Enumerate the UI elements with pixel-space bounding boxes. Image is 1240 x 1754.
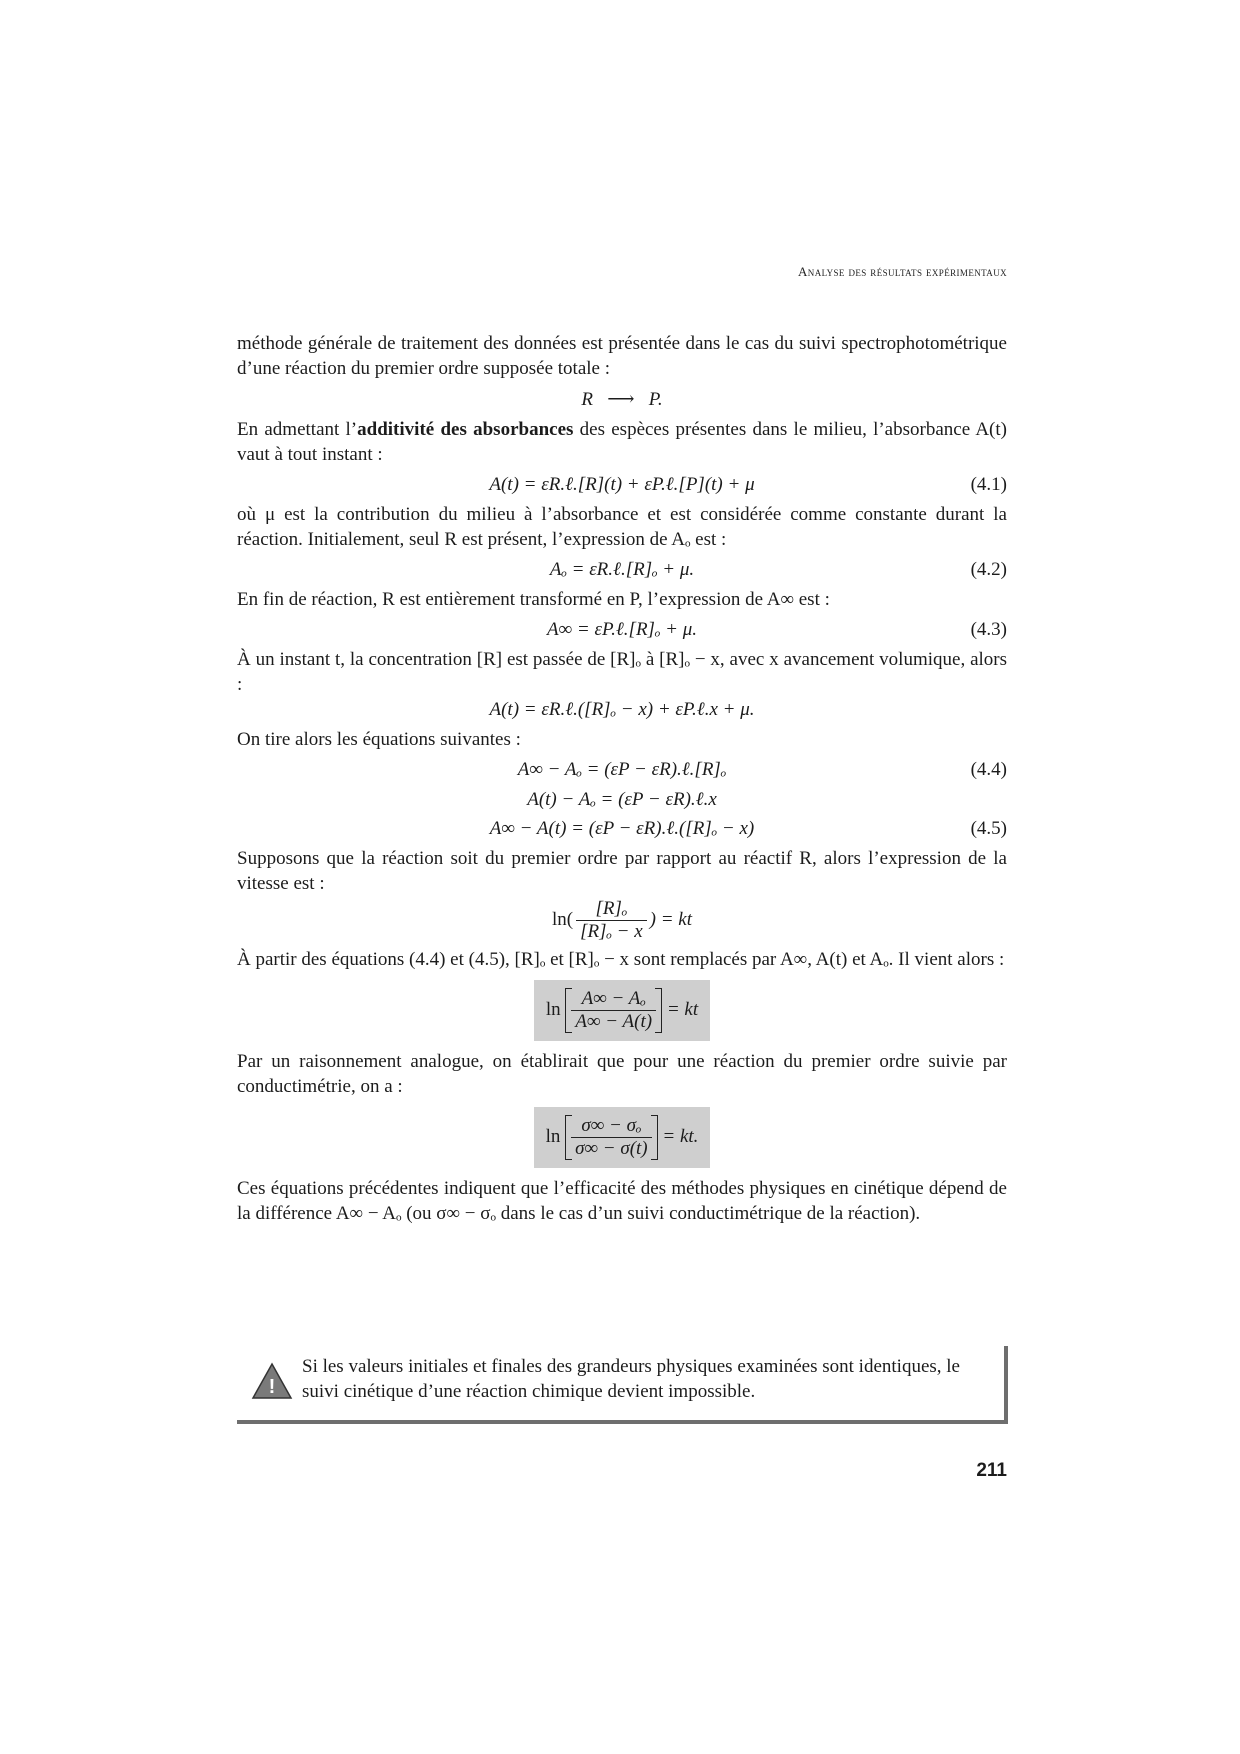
rate-numerator: [R]ₒ: [576, 898, 647, 921]
box2-denominator: σ∞ − σ(t): [575, 1138, 648, 1159]
equation-4-4: [237, 757, 1007, 782]
equation-4-5-number: (4.5): [970, 818, 1007, 839]
equation-4-4-body: A∞ − Aₒ = (εP − εR).ℓ.[R]ₒ: [517, 759, 727, 780]
equation-4-5: [237, 816, 1007, 841]
paragraph-intro: méthode générale de traitement des données est présentée dans le cas du suivi spectrophotométrique d’une réaction du premier ordre supposée totale :: [237, 333, 1007, 379]
box2-bracket: [565, 1115, 658, 1160]
warning-text: Si les valeurs initiales et finales des grandeurs physiques examinées sont identiques, le suivi cinétique d’une réaction chimique devient impossible.: [302, 1356, 960, 1402]
box2-fraction: [571, 1115, 652, 1160]
paragraph-instant: À un instant t, la concentration [R] est passée de [R]ₒ à [R]ₒ − x, avec x avancement volumique, alors :: [237, 649, 1007, 695]
boxed-equation-absorbance: [534, 980, 710, 1041]
boxed-equation-conductivity: [534, 1107, 711, 1168]
paragraph-mu: où μ est la contribution du milieu à l’absorbance et est considérée comme constante durant la réaction. Initialement, seul R est présent, l’expression de Aₒ est :: [237, 504, 1007, 550]
paragraph-following: On tire alors les équations suivantes :: [237, 729, 521, 750]
box2-rhs: = kt.: [662, 1125, 699, 1147]
paragraph-conductimetry: Par un raisonnement analogue, on établirait que pour une réaction du premier ordre suivie par conductimétrie, on a :: [237, 1051, 1007, 1097]
box2-numerator: σ∞ − σₒ: [571, 1115, 652, 1138]
rate-ln: ln(: [551, 908, 574, 930]
warning-triangle-icon: [251, 1362, 293, 1400]
rate-rhs: ) = kt: [649, 908, 693, 930]
paragraph-from-equations: À partir des équations (4.4) et (4.5), [R]ₒ et [R]ₒ − x sont remplacés par A∞, A(t) et Aₒ. Il vient alors :: [237, 949, 1005, 970]
warning-box: [237, 1346, 1008, 1424]
box2-ln: ln: [545, 1125, 561, 1147]
paragraph-end-reaction: En fin de réaction, R est entièrement transformé en P, l’expression de A∞ est :: [237, 589, 830, 610]
equation-at-body: A(t) = εR.ℓ.([R]ₒ − x) + εP.ℓ.x + μ.: [489, 699, 755, 720]
equation-4-4-number: (4.4): [970, 759, 1007, 780]
equation-4-3: [237, 617, 1007, 642]
paragraph-additivity: [237, 417, 1007, 467]
paragraph-first-order: Supposons que la réaction soit du premier ordre par rapport au réactif R, alors l’expression de la vitesse est :: [237, 848, 1007, 894]
box1-denominator: A∞ − A(t): [575, 1011, 653, 1032]
rate-denominator: [R]ₒ − x: [580, 921, 643, 942]
box1-rhs: = kt: [666, 998, 699, 1020]
equation-4-2-body: Aₒ = εR.ℓ.[R]ₒ + μ.: [549, 559, 695, 580]
equation-4-1: [237, 472, 1007, 497]
equation-4-2-number: (4.2): [970, 559, 1007, 580]
rate-fraction: [576, 898, 647, 943]
equation-mid-body: A(t) − Aₒ = (εP − εR).ℓ.x: [527, 789, 717, 810]
box1-fraction: [571, 988, 656, 1033]
running-header: Analyse des résultats expérimentaux: [798, 264, 1007, 279]
reaction-formula: R ⟶ P.: [581, 389, 663, 410]
rate-law-equation: [237, 898, 1007, 943]
warning-glyph: !: [268, 1376, 276, 1398]
equation-4-2: [237, 557, 1007, 582]
main-text-column: [237, 331, 1007, 1226]
equation-4-1-body: A(t) = εR.ℓ.[R](t) + εP.ℓ.[P](t) + μ: [489, 474, 755, 495]
additivity-before: En admettant l’: [237, 419, 358, 440]
equation-at: [237, 697, 1007, 722]
additivity-bold: additivité des absorbances: [357, 419, 574, 440]
paragraph-efficiency: Ces équations précédentes indiquent que l’efficacité des méthodes physiques en cinétique dépend de la différence A∞ − Aₒ (ou σ∞ − σₒ dans le cas d’un suivi conductimétrique de la réaction).: [237, 1178, 1007, 1224]
equation-4-3-body: A∞ = εP.ℓ.[R]ₒ + μ.: [547, 619, 697, 640]
equation-mid: [237, 787, 1007, 812]
box1-numerator: A∞ − Aₒ: [571, 988, 656, 1011]
box1-bracket: [565, 988, 662, 1033]
box1-ln: ln: [545, 998, 561, 1020]
page-number: 211: [976, 1460, 1007, 1481]
equation-4-5-body: A∞ − A(t) = (εP − εR).ℓ.([R]ₒ − x): [489, 818, 755, 839]
equation-4-3-number: (4.3): [970, 619, 1007, 640]
additivity-after: des espèces présentes dans le milieu, l’absorbance A(t) vaut à tout instant :: [237, 419, 1007, 465]
equation-4-1-number: (4.1): [970, 474, 1007, 495]
reaction-equation: [237, 387, 1007, 412]
